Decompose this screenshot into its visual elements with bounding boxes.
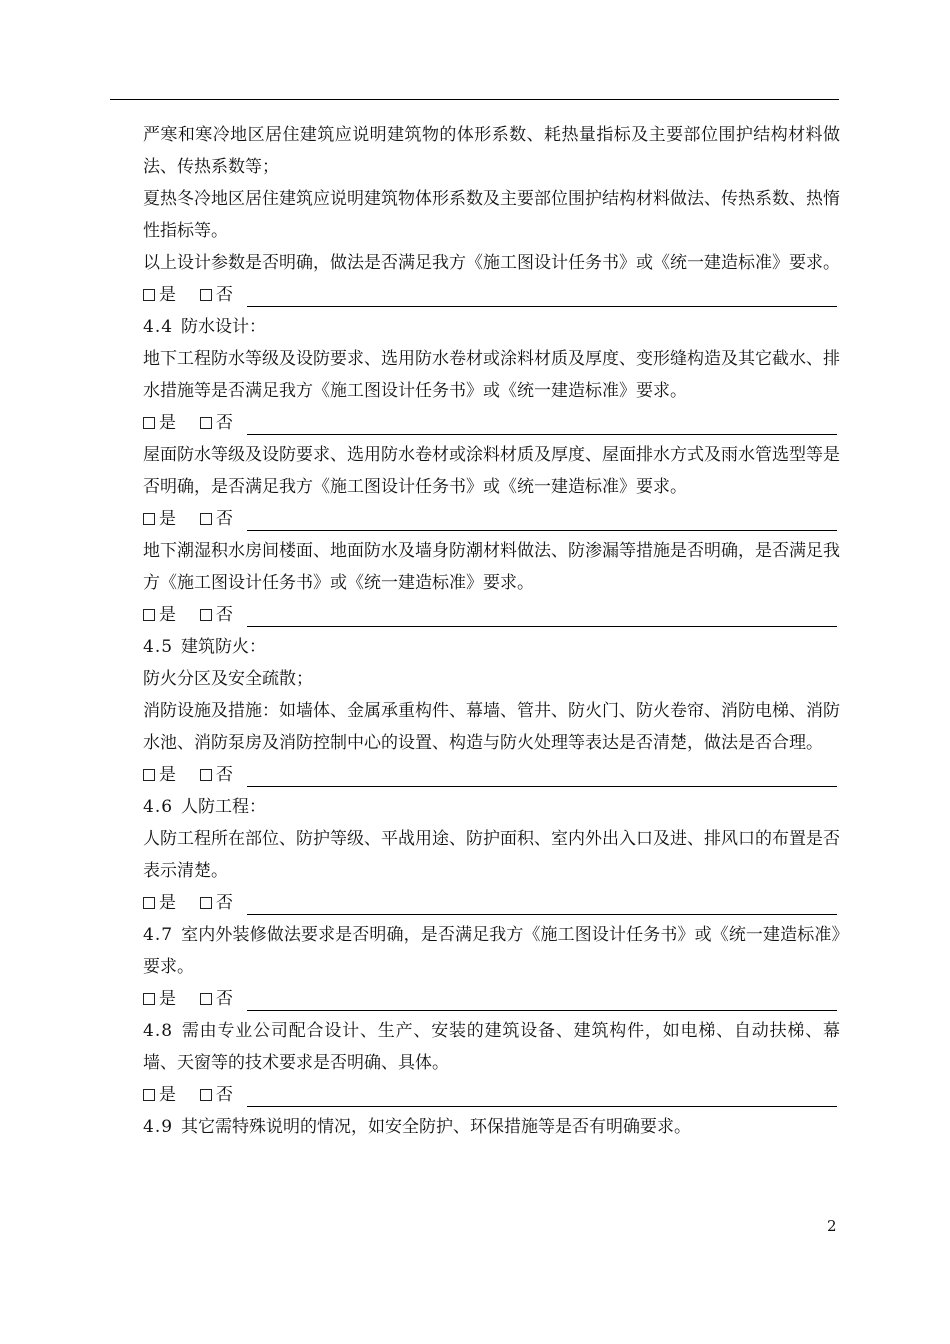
yes-option[interactable] [143,759,200,791]
civil-defense-paragraph: 人防工程所在部位、防护等级、平战用途、防护面积、室内外出入口及进、排风口的布置是否表示清楚。 [143,829,840,881]
yes-label: 是 [159,893,176,913]
checkbox-icon[interactable] [143,513,155,525]
intro-paragraph-3: 以上设计参数是否明确，做法是否满足我方《施工图设计任务书》或《统一建造标准》要求。 [143,253,840,273]
section-4-9-paragraph [143,1111,840,1143]
yes-option[interactable] [143,599,200,631]
yes-option[interactable] [143,983,200,1015]
no-option[interactable] [200,887,247,919]
checkbox-row-4-6 [143,887,840,919]
intro-paragraph-1: 严寒和寒冷地区居住建筑应说明建筑物的体形系数、耗热量指标及主要部位围护结构材料做法、传热系数等； [143,125,840,177]
checkbox-row-4-4-b [143,503,840,535]
section-number: 4.7 [143,925,174,945]
yes-option[interactable] [143,407,200,439]
section-4-7-paragraph [143,919,840,983]
yes-option[interactable] [143,279,200,311]
no-label: 否 [216,1085,233,1105]
comment-line[interactable] [247,626,837,627]
checkbox-icon[interactable] [143,993,155,1005]
yes-label: 是 [159,989,176,1009]
comment-line[interactable] [247,914,837,915]
no-option[interactable] [200,279,247,311]
checkbox-icon[interactable] [200,289,212,301]
section-text: 其它需特殊说明的情况，如安全防护、环保措施等是否有明确要求。 [181,1117,692,1137]
waterproof-wet-room-paragraph: 地下潮湿积水房间楼面、地面防水及墙身防潮材料做法、防渗漏等措施是否明确，是否满足我方《施工图设计任务书》或《统一建造标准》要求。 [143,541,840,593]
no-label: 否 [216,509,233,529]
checkbox-icon[interactable] [143,289,155,301]
checkbox-row-4-7 [143,983,840,1015]
section-text: 室内外装修做法要求是否明确，是否满足我方《施工图设计任务书》或《统一建造标准》要求。 [143,925,840,977]
fire-compartment-paragraph: 防火分区及安全疏散； [143,669,313,689]
section-heading-4-4 [143,311,840,343]
section-number: 4.5 [143,637,174,657]
checkbox-icon[interactable] [143,1089,155,1101]
yes-option[interactable] [143,503,200,535]
section-4-8-paragraph [143,1015,840,1079]
section-title: 建筑防火： [181,637,267,657]
checkbox-icon[interactable] [200,417,212,429]
header-rule [110,99,839,100]
comment-line[interactable] [247,1010,837,1011]
checkbox-row-4-5 [143,759,840,791]
comment-line[interactable] [247,434,837,435]
section-number: 4.8 [143,1021,174,1041]
comment-line[interactable] [247,786,837,787]
checkbox-row-4-4-c [143,599,840,631]
waterproof-underground-paragraph: 地下工程防水等级及设防要求、选用防水卷材或涂料材质及厚度、变形缝构造及其它截水、排水措施等是否满足我方《施工图设计任务书》或《统一建造标准》要求。 [143,349,840,401]
no-label: 否 [216,989,233,1009]
no-label: 否 [216,893,233,913]
no-option[interactable] [200,503,247,535]
no-option[interactable] [200,599,247,631]
yes-label: 是 [159,285,176,305]
intro-paragraph-2: 夏热冬冷地区居住建筑应说明建筑物体形系数及主要部位围护结构材料做法、传热系数、热惰性指标等。 [143,189,840,241]
no-option[interactable] [200,1079,247,1111]
no-label: 否 [216,413,233,433]
checkbox-icon[interactable] [200,609,212,621]
yes-label: 是 [159,765,176,785]
checkbox-row-4-4-a [143,407,840,439]
section-text: 需由专业公司配合设计、生产、安装的建筑设备、建筑构件，如电梯、自动扶梯、幕墙、天窗等的技术要求是否明确、具体。 [143,1021,840,1073]
waterproof-roof-paragraph: 屋面防水等级及设防要求、选用防水卷材或涂料材质及厚度、屋面排水方式及雨水管选型等是否明确，是否满足我方《施工图设计任务书》或《统一建造标准》要求。 [143,445,840,497]
section-title: 人防工程： [181,797,267,817]
no-option[interactable] [200,407,247,439]
document-body [143,119,840,1143]
checkbox-icon[interactable] [143,417,155,429]
section-number: 4.6 [143,797,174,817]
yes-label: 是 [159,1085,176,1105]
checkbox-icon[interactable] [143,897,155,909]
no-label: 否 [216,765,233,785]
checkbox-icon[interactable] [200,993,212,1005]
checkbox-icon[interactable] [200,1089,212,1101]
checkbox-icon[interactable] [143,609,155,621]
checkbox-row-4-8 [143,1079,840,1111]
section-heading-4-6 [143,791,840,823]
checkbox-icon[interactable] [143,769,155,781]
checkbox-icon[interactable] [200,513,212,525]
yes-label: 是 [159,605,176,625]
checkbox-row-intro [143,279,840,311]
section-title: 防水设计： [181,317,267,337]
yes-option[interactable] [143,1079,200,1111]
no-label: 否 [216,605,233,625]
no-option[interactable] [200,759,247,791]
yes-option[interactable] [143,887,200,919]
comment-line[interactable] [247,306,837,307]
no-label: 否 [216,285,233,305]
no-option[interactable] [200,983,247,1015]
page-number: 2 [827,1217,837,1235]
section-number: 4.9 [143,1117,174,1137]
yes-label: 是 [159,509,176,529]
comment-line[interactable] [247,530,837,531]
yes-label: 是 [159,413,176,433]
comment-line[interactable] [247,1106,837,1107]
section-number: 4.4 [143,317,174,337]
fire-facilities-paragraph: 消防设施及措施：如墙体、金属承重构件、幕墙、管井、防火门、防火卷帘、消防电梯、消防水池、消防泵房及消防控制中心的设置、构造与防火处理等表达是否清楚，做法是否合理。 [143,701,840,753]
checkbox-icon[interactable] [200,769,212,781]
section-heading-4-5 [143,631,840,663]
checkbox-icon[interactable] [200,897,212,909]
